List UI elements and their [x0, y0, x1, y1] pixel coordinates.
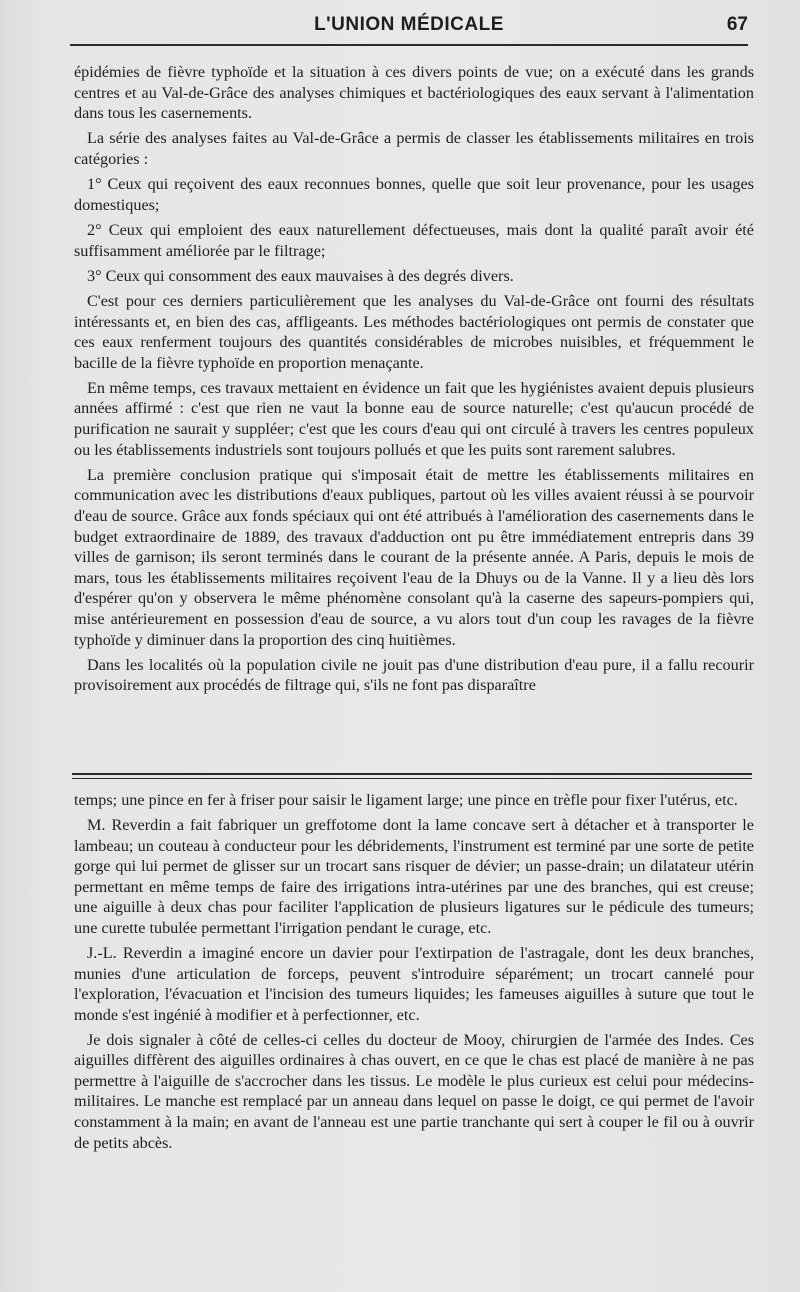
section-divider — [72, 773, 752, 779]
header-rule — [70, 44, 748, 46]
paragraph: Dans les localités où la population civile ne jouit pas d'une distribution d'eau pure, il a fallu recourir provisoirement aux procédés de filtrage qui, s'ils ne font pas disparaître — [74, 655, 754, 695]
paragraph: La première conclusion pratique qui s'imposait était de mettre les établissements militaires en communication avec les distributions d'eaux publiques, partout où les villes avaient réussi à se pourvoir d'eau de source. Grâce aux fonds spéciaux qui ont été attribués à l'amélioration des casernements dans le budget extraordinaire de 1889, des travaux d'adduction ont pu être immédiatement entrepris dans 39 villes de garnison; ils seront terminés dans le courant de la présente année. A Paris, depuis le mois de mars, tous les établissements militaires reçoivent l'eau de la Dhuys ou de la Vanne. Il y a lieu dès lors d'espérer qu'on y observera le même phénomène consolant qu'à la caserne des sapeurs-pompiers qui, mise antérieurement en possession d'eau de source, a vu alors tout d'un coup les ravages de la fièvre typhoïde y diminuer dans la proportion des cinq huitièmes. — [74, 465, 754, 649]
paragraph: épidémies de fièvre typhoïde et la situation à ces divers points de vue; on a exécuté dans les grands centres et au Val-de-Grâce des analyses chimiques et bactériologiques des eaux servant à l'alimentation dans tous les casernements. — [74, 63, 754, 123]
paragraph: temps; une pince en fer à friser pour saisir le ligament large; une pince en trèfle pour fixer l'utérus, etc. — [74, 791, 738, 809]
paragraph: La série des analyses faites au Val-de-Grâce a permis de classer les établissements militaires en trois catégories : — [74, 129, 754, 168]
journal-title: L'UNION MÉDICALE — [314, 14, 504, 35]
paragraph: J.-L. Reverdin a imaginé encore un davier pour l'extirpation de l'astragale, dont les deux branches, munies d'une articulation de forceps, peuvent s'introduire séparément; un trocart cannelé pour l'exploration, l'évacuation et l'incision des tumeurs liquides; les fameuses aiguilles à suture que tout le monde s'est ingénié à modifier et à perfectionner, etc. — [74, 943, 754, 1024]
list-item: 2° Ceux qui emploient des eaux naturellement défectueuses, mais dont la qualité paraît avoir été suffisamment améliorée par le filtrage; — [74, 220, 754, 260]
paragraph: Je dois signaler à côté de celles-ci celles du docteur de Mooy, chirurgien de l'armée des Indes. Ces aiguilles diffèrent des aiguilles ordinaires à chas ouvert, en ce que le chas est placé de manière à ne pas permettre à l'aiguille de s'accrocher dans les tissus. Le modèle le plus curieux est celui pour médecins-militaires. Le manche est remplacé par un anneau dans lequel on passe le doigt, ce qui permet de l'avoir constamment à la main; en avant de l'anneau est une partie tranchante qui sert à couper le fil ou à ouvrir de petits abcès. — [74, 1030, 754, 1152]
list-item: 1° Ceux qui reçoivent des eaux reconnues bonnes, quelle que soit leur provenance, pour les usages domestiques; — [74, 175, 754, 214]
paragraph: En même temps, ces travaux mettaient en évidence un fait que les hygiénistes avaient depuis plusieurs années affirmé : c'est que rien ne vaut la bonne eau de source naturelle; c'est qu'aucun procédé de purification ne saurait y suppléer; c'est que les cours d'eau qui ont circulé à travers les centres populeux ou les établissements industriels sont toujours pollués et que les puits sont rarement salubres. — [74, 378, 754, 459]
paragraph: C'est pour ces derniers particulièrement que les analyses du Val-de-Grâce ont fourni des résultats intéressants et, en bien des cas, affligeants. Les méthodes bactériologiques ont permis de constater que ces eaux renferment toujours des quantités considérables de microbes nuisibles, et fréquemment le bacille de la fièvre typhoïde en proportion menaçante. — [74, 291, 754, 372]
page-number: 67 — [726, 14, 748, 35]
upper-article — [74, 62, 754, 701]
list-item: 3° Ceux qui consomment des eaux mauvaises à des degrés divers. — [87, 266, 514, 285]
paragraph: M. Reverdin a fait fabriquer un greffotome dont la lame concave sert à détacher et à transporter le lambeau; un couteau à conducteur pour les débridements, l'instrument est terminé par une sorte de petite gorge qui lui permet de glisser sur un trocart sans risquer de dévier; un passe-drain; un dilatateur utérin permettant en même temps de faire des irrigations intra-utérines par une des branches, qui est creuse; une aiguille à deux chas pour faciliter l'application de plusieurs ligatures sur le pédicule des tumeurs; une curette tubulée permettant l'irrigation pendant le curage, etc. — [74, 815, 754, 937]
running-header — [70, 10, 748, 40]
lower-article — [74, 790, 754, 1158]
